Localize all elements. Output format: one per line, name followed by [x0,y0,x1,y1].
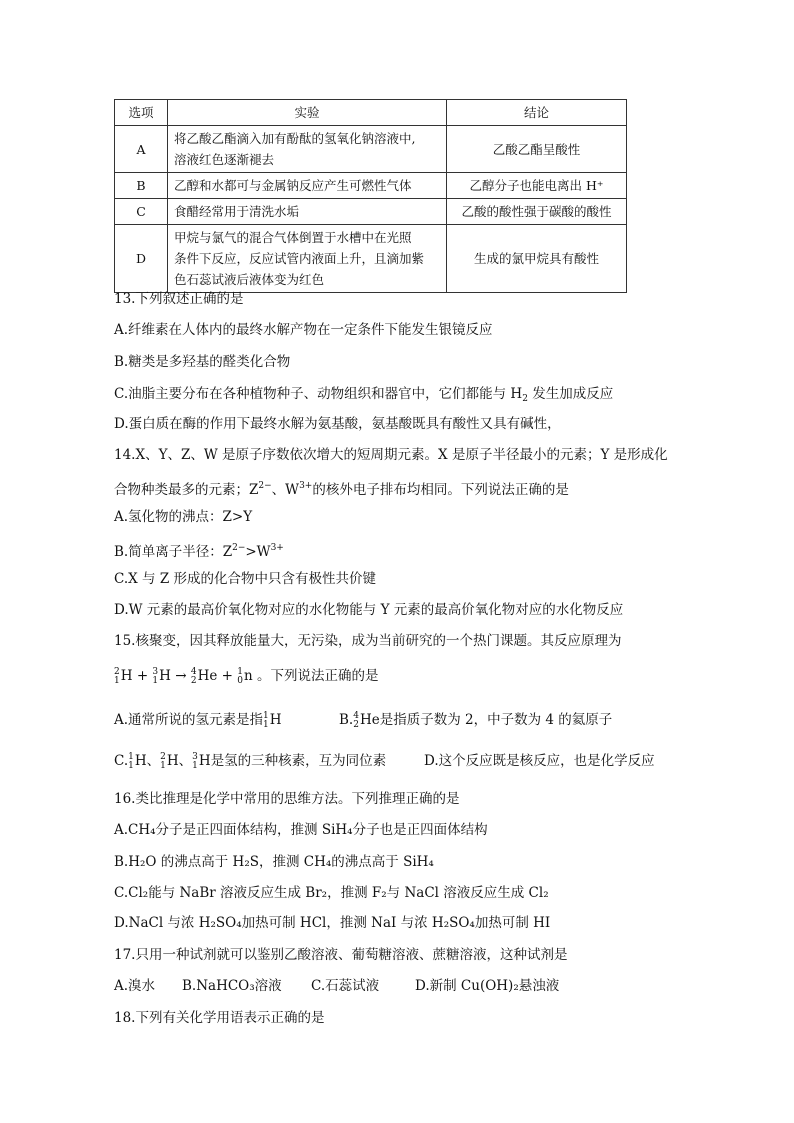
mass-number: 4 [190,666,197,677]
q16-stem: 16.类比推理是化学中常用的思维方法。下列推理正确的是 [114,791,460,807]
exp-line: 条件下反应，反应试管内液面上升，且滴加紫 [174,251,425,266]
symbol: H [269,712,282,728]
q17-stem: 17.只用一种试剂就可以鉴别乙酸溶液、葡萄糖溶液、蔗糖溶液，这种试剂是 [114,947,568,963]
atomic-number: 1 [160,760,166,771]
row-experiment: 食醋经常用于清洗水垢 [168,199,447,225]
q17-option-a: A.溴水 [114,978,156,994]
text: B.简单离子半径：Z [114,544,233,560]
text: 是氢的三种核素，互为同位素 [210,753,387,769]
nuclide-h2 [114,667,133,686]
text: 是指质子数为 2，中子数为 4 的氦原子 [379,712,613,728]
atomic-number: 1 [152,675,159,686]
mass-number: 1 [263,710,269,721]
symbol: He [197,668,218,684]
symbol: He [359,712,380,728]
atomic-number: 1 [192,760,198,771]
table-row [115,126,627,173]
nuclide-he4 [353,711,380,730]
symbol: H [198,753,211,769]
q14-stem-line1: 14.X、Y、Z、W 是原子序数依次增大的短周期元素。X 是原子半径最小的元素；Y 是形成化 [114,447,668,463]
exp-line: 色石蕊试液后液体变为红色 [174,272,325,287]
row-experiment [168,225,447,293]
text: C.油脂主要分布在各种植物种子、动物组织和器官中，它们都能与 H [114,386,523,402]
exp-line: 将乙酸乙酯滴入加有酚酞的氢氧化钠溶液中, [174,131,416,146]
atomic-number: 2 [353,719,359,730]
q18-stem: 18.下列有关化学用语表示正确的是 [114,1010,325,1026]
separator: 、 [146,753,161,769]
q15-stem-line1: 15.核聚变，因其释放能量大，无污染，成为当前研究的一个热门课题。其反应原理为 [114,633,622,649]
table-row [115,173,627,199]
atomic-number: 1 [128,760,134,771]
row-experiment [168,126,447,173]
text: C. [114,753,129,769]
q13-option-b: B.糖类是多羟基的醛类化合物 [114,354,291,370]
text: 合物种类最多的元素；Z [114,482,259,498]
experiment-table [114,99,627,293]
q16-option-b: B.H₂O 的沸点高于 H₂S，推测 CH₄的沸点高于 SiH₄ [114,854,434,870]
q13-option-c [114,385,613,408]
superscript: 3+ [299,481,313,491]
row-option: C [115,199,168,225]
superscript: 2− [232,543,246,553]
q17-option-c: C.石蕊试液 [311,978,380,994]
q14-option-a: A.氢化物的沸点：Z>Y [114,509,253,525]
exp-line: 溶液红色逐渐褪去 [174,152,275,167]
table-header-row [115,100,627,126]
q15-equation [114,667,378,686]
text: 的核外电子排布均相同。下列说法正确的是 [312,482,569,498]
text: B. [339,712,354,728]
q13-stem: 13.下列叙述正确的是 [114,291,244,307]
text: >W [245,544,271,560]
nuclide-h2 [160,752,179,771]
atomic-number: 0 [237,675,243,686]
q14-option-c: C.X 与 Z 形成的化合物中只含有极性共价键 [114,571,377,587]
row-conclusion: 乙酸乙酯呈酸性 [447,126,627,173]
header-experiment: 实验 [168,100,447,126]
nuclide-he4 [191,667,218,686]
nuclide-h1 [263,711,282,730]
q13-option-d: D.蛋白质在酶的作用下最终水解为氨基酸，氨基酸既具有酸性又具有碱性， [114,416,561,432]
mass-number: 1 [237,666,243,677]
q15-option-b [339,711,612,730]
text: 发生加成反应 [527,386,614,402]
mass-number: 2 [160,751,166,762]
row-option: B [115,173,168,199]
row-experiment: 乙醇和水都可与金属钠反应产生可燃性气体 [168,173,447,199]
nuclide-neutron [237,667,252,686]
header-option: 选项 [115,100,168,126]
row-conclusion: 生成的氯甲烷具有酸性 [447,225,627,293]
q15-option-a [114,711,282,730]
mass-number: 4 [353,710,359,721]
exp-line: 甲烷与氯气的混合气体倒置于水槽中在光照 [174,230,412,245]
text: 、W [271,482,300,498]
text: A.通常所说的氢元素是指 [114,712,264,728]
reaction-arrow: → [175,668,187,684]
subscript: 2 [522,394,528,404]
mass-number: 3 [152,666,159,677]
q16-option-c: C.Cl₂能与 NaBr 溶液反应生成 Br₂，推测 F₂与 NaCl 溶液反应生成 Cl₂ [114,885,549,901]
q13-option-a: A.纤维素在人体内的最终水解产物在一定条件下能发生银镜反应 [114,322,493,338]
atomic-number: 1 [263,719,269,730]
mass-number: 3 [192,751,198,762]
symbol: n [243,668,253,684]
q14-option-d: D.W 元素的最高价氧化物对应的水化物能与 Y 元素的最高价氧化物对应的水化物反应 [114,602,624,618]
header-conclusion: 结论 [447,100,627,126]
q14-option-b [114,539,284,561]
q17-option-d: D.新制 Cu(OH)₂悬浊液 [415,978,560,994]
symbol: H [159,668,171,684]
plus-sign: + [221,668,233,684]
row-option: A [115,126,168,173]
nuclide-h1 [128,752,147,771]
q17-option-b: B.NaHCO₃溶液 [182,978,282,994]
table-row [115,225,627,293]
superscript: 2− [258,481,272,491]
q15-option-d: D.这个反应既是核反应，也是化学反应 [424,753,655,769]
symbol: H [120,668,133,684]
q14-stem-line2 [114,477,569,499]
nuclide-h3 [152,667,171,686]
table-row [115,199,627,225]
q16-option-d: D.NaCl 与浓 H₂SO₄加热可制 HCl，推测 NaI 与浓 H₂SO₄加热可制 HI [114,915,551,931]
separator: 、 [178,753,193,769]
symbol: H [134,753,147,769]
row-option: D [115,225,168,293]
nuclide-h3 [192,752,211,771]
superscript: 3+ [270,543,284,553]
atomic-number: 2 [190,675,197,686]
symbol: H [166,753,179,769]
mass-number: 1 [128,751,134,762]
row-conclusion: 乙醇分子也能电离出 H⁺ [447,173,627,199]
plus-sign: + [136,668,149,684]
text: 。下列说法正确的是 [256,668,379,684]
row-conclusion: 乙酸的酸性强于碳酸的酸性 [447,199,627,225]
q16-option-a: A.CH₄分子是正四面体结构，推测 SiH₄分子也是正四面体结构 [114,822,488,838]
q15-option-c [114,752,386,771]
mass-number: 2 [114,666,120,677]
atomic-number: 1 [114,675,120,686]
